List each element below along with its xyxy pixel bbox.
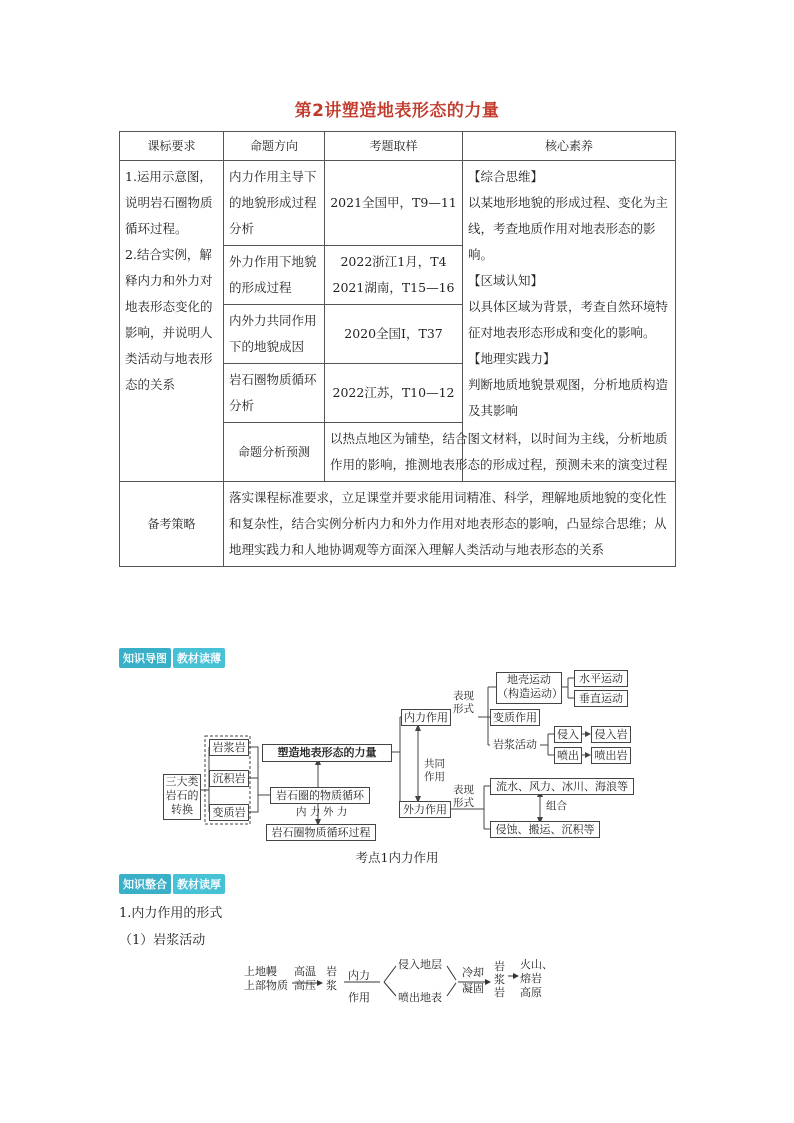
biaoxian-label: 表现 形式: [453, 784, 474, 809]
badge-part: 知识整合: [119, 874, 171, 894]
badge-part: 知识导图: [119, 648, 171, 668]
zuhe-label: 组合: [546, 800, 567, 812]
forecast-text: 以热点地区为铺垫，结合图文材料，以时间为主线，分析地质作用的影响，推测地表形态的形成过程，预测未来的演变过程: [325, 423, 676, 482]
strategy-text: 落实课程标准要求，立足课堂并要求能用词精准、科学，理解地质地貌的变化性和复杂性，结合实例分析内力和外力作用对地表形态的影响，凸显综合思维；从地理实践力和人地协调观等方面深入理解人类活动与地表形态的关系: [224, 482, 676, 567]
rock-metamorphic: 变质岩: [209, 804, 249, 821]
sample-cell: 2022浙江1月，T4 2021湖南，T15—16: [325, 246, 463, 305]
subsection-heading: （1）岩浆活动: [119, 933, 206, 948]
direction-cell: 内力作用主导下的地貌形成过程分析: [224, 161, 325, 246]
sample-cell: 2020全国Ⅰ，T37: [325, 305, 463, 364]
flow-erupt: 喷出地表: [398, 991, 442, 1004]
header-suyang: 核心素养: [463, 132, 676, 161]
crust-movement-box: 地壳运动 （构造运动）: [496, 672, 562, 704]
flow-force: 内力 作用: [348, 969, 370, 1004]
rock-cycle-box: 岩石圈的物质循环: [270, 787, 370, 804]
external-force-box: 外力作用: [399, 801, 451, 818]
erupt-box: 喷出: [554, 747, 582, 764]
header-direction: 命题方向: [224, 132, 325, 161]
intrusive-rock-box: 侵入岩: [591, 726, 631, 743]
badge-part: 教材读薄: [173, 648, 225, 668]
rock-magmatic: 岩浆岩: [209, 739, 249, 756]
header-kebiao: 课标要求: [120, 132, 224, 161]
flow-magma: 岩 浆: [326, 965, 337, 992]
rock-sedimentary: 沉积岩: [209, 770, 249, 787]
direction-cell: 内外力共同作用下的地貌成因: [224, 305, 325, 364]
flow-magmatic-rock: 岩 浆 岩: [494, 960, 505, 999]
sample-cell: 2021全国甲，T9—11: [325, 161, 463, 246]
figure-caption: 考点1内力作用: [355, 850, 439, 865]
direction-cell: 岩石圈物质循环分析: [224, 364, 325, 423]
external-processes-box: 侵蚀、搬运、沉积等: [490, 821, 600, 838]
biaoxian-label: 表现 形式: [453, 690, 474, 715]
badge-part: 教材读厚: [173, 874, 225, 894]
mindmap-center: 塑造地表形态的力量: [262, 744, 392, 762]
strategy-label: 备考策略: [120, 482, 224, 567]
metamorphism-box: 变质作用: [490, 709, 540, 726]
sample-cell: 2022江苏，T10—12: [325, 364, 463, 423]
horizontal-box: 水平运动: [574, 670, 628, 687]
flow-result: 火山、 熔岩 高原: [520, 958, 553, 999]
section-heading: 1.内力作用的形式: [119, 906, 223, 921]
header-sample: 考题取样: [325, 132, 463, 161]
neili-label: 内 力: [296, 806, 321, 818]
page-title: 第2讲塑造地表形态的力量: [294, 101, 500, 121]
suyang-cell: 【综合思维】 以某地形地貌的形成过程、变化为主线，考查地质作用对地表形态的影响。 【区域认知】 以具体区域为背景，考查自然环境特征对地表形态形成和变化的影响。 【地理实践力】 判断地质地貌景观图，分析地质构造及其影响: [463, 161, 676, 482]
flow-intrude: 侵入地层: [398, 958, 442, 971]
flow-source: 上地幔 上部物质: [244, 965, 288, 992]
intrude-box: 侵入: [554, 726, 582, 743]
magma-activity: 岩浆活动: [490, 737, 540, 752]
direction-cell: 外力作用下地貌的形成过程: [224, 246, 325, 305]
flow-condition: 高温 高压: [294, 965, 316, 992]
extrusive-rock-box: 喷出岩: [591, 747, 631, 764]
internal-force-box: 内力作用: [401, 709, 451, 726]
external-agents-box: 流水、风力、冰川、海浪等: [490, 778, 634, 795]
kebiao-cell: 1.运用示意图，说明岩石圈物质循环过程。 2.结合实例，解释内力和外力对地表形态变化的影响，并说明人类活动与地表形态的关系: [120, 161, 224, 482]
waili-label: 外 力: [323, 806, 348, 818]
flow-cooling: 冷却 凝固: [462, 966, 484, 995]
cycle-process-box: 岩石圈物质循环过程: [266, 824, 376, 841]
three-rocks-box: 三大类 岩石的 转换: [163, 774, 201, 820]
vertical-box: 垂直运动: [574, 690, 628, 707]
gongtong-label: 共同 作用: [424, 758, 445, 783]
forecast-label: 命题分析预测: [224, 423, 325, 482]
